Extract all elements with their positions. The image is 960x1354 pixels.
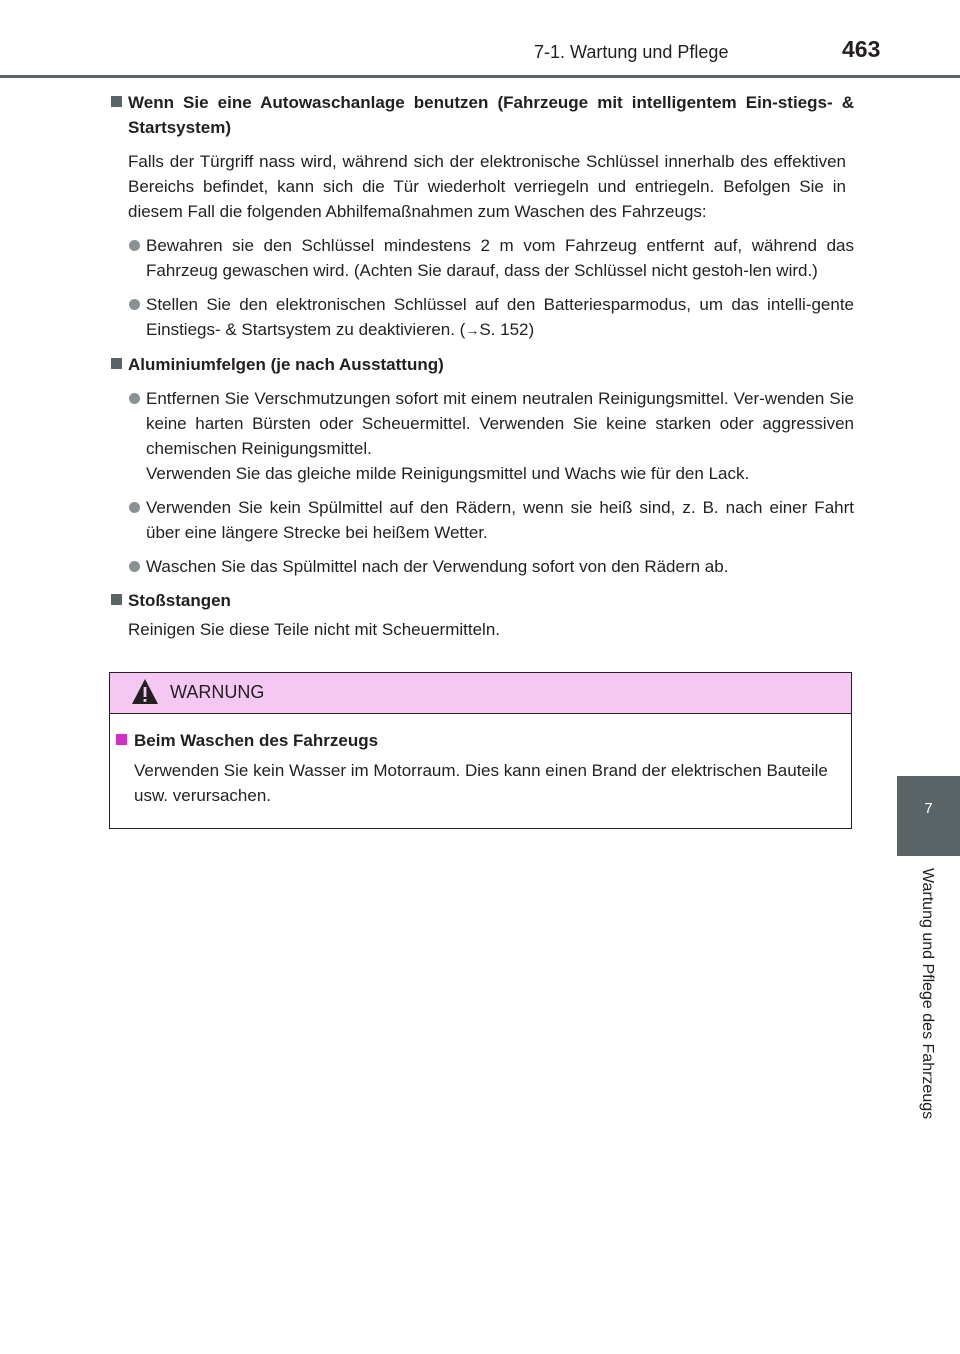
section-heading (110, 588, 854, 613)
list-item-text: Stellen Sie den elektronischen Schlüssel auf den Batteriesparmodus, um das intelli-gente Einstiegs- & Startsystem zu deaktivieren. ( (146, 295, 854, 339)
chapter-tab (897, 776, 960, 856)
square-bullet-icon (111, 358, 122, 369)
round-bullet-icon (129, 393, 140, 404)
round-bullet-icon (129, 561, 140, 572)
page-reference-link[interactable]: S. 152) (479, 320, 535, 339)
list-item (110, 233, 854, 283)
warning-heading-text: Beim Waschen des Fahrzeugs (134, 731, 379, 750)
paragraph: Falls der Türgriff nass wird, während sich der elektronische Schlüssel innerhalb des effektiven Bereichs befindet, kann sich die Tür wiederholt verriegeln und entriegeln. Befolgen Sie in diesem Fall die folgenden Abhilfemaßnahmen zum Waschen des Fahrzeugs: (128, 152, 846, 221)
section-heading (110, 352, 854, 377)
arrow-icon: → (465, 322, 480, 338)
warning-heading (110, 728, 853, 753)
section-heading-text: Aluminiumfelgen (je nach Ausstattung) (128, 355, 444, 374)
page-content (110, 90, 854, 651)
warning-text: Verwenden Sie kein Wasser im Motorraum. Dies kann einen Brand der elektrischen Bauteile usw. verursachen. (134, 761, 828, 805)
section-heading-text: Wenn Sie eine Autowaschanlage benutzen (Fahrzeuge mit intelligentem Ein-stiegs- & Startsystem) (128, 93, 854, 137)
section-heading (110, 90, 854, 140)
page-header (0, 0, 960, 78)
round-bullet-icon (129, 240, 140, 251)
list-item (110, 554, 854, 579)
paragraph: Reinigen Sie diese Teile nicht mit Scheuermitteln. (128, 620, 500, 639)
list-item (110, 495, 854, 545)
square-bullet-icon (116, 734, 127, 745)
list-item-text: Verwenden Sie das gleiche milde Reinigungsmittel und Wachs wie für den Lack. (146, 464, 750, 483)
list-item (110, 386, 854, 486)
page-number: 463 (842, 36, 881, 62)
square-bullet-icon (111, 96, 122, 107)
square-bullet-icon (111, 594, 122, 605)
chapter-number: 7 (924, 800, 933, 817)
round-bullet-icon (129, 299, 140, 310)
list-item-text: Bewahren sie den Schlüssel mindestens 2 m vom Fahrzeug entfernt auf, während das Fahrzeug gewaschen wird. (Achten Sie darauf, dass der Schlüssel nicht gestoh-len wird.) (146, 236, 854, 280)
warning-header (110, 673, 851, 714)
round-bullet-icon (129, 502, 140, 513)
warning-triangle-icon (130, 677, 160, 707)
list-item (110, 292, 854, 343)
warning-body (110, 728, 853, 808)
list-item-text: Verwenden Sie kein Spülmittel auf den Rädern, wenn sie heiß sind, z. B. nach einer Fahrt über eine längere Strecke bei heißem Wetter. (146, 498, 854, 542)
section-heading-text: Stoßstangen (128, 591, 231, 610)
warning-box (109, 672, 852, 829)
list-item-text: Entfernen Sie Verschmutzungen sofort mit einem neutralen Reinigungsmittel. Ver-wenden Sie keine harten Bürsten oder Scheuermittel. Verwenden Sie keine starken oder aggressiven chemischen Reinigungsmittel. (146, 389, 854, 458)
warning-title: WARNUNG (170, 682, 265, 702)
chapter-label: Wartung und Pflege des Fahrzeugs (919, 868, 936, 1120)
header-section-title: 7-1. Wartung und Pflege (534, 42, 729, 62)
header-rule (0, 75, 960, 78)
list-item-text: Waschen Sie das Spülmittel nach der Verwendung sofort von den Rädern ab. (146, 557, 729, 576)
